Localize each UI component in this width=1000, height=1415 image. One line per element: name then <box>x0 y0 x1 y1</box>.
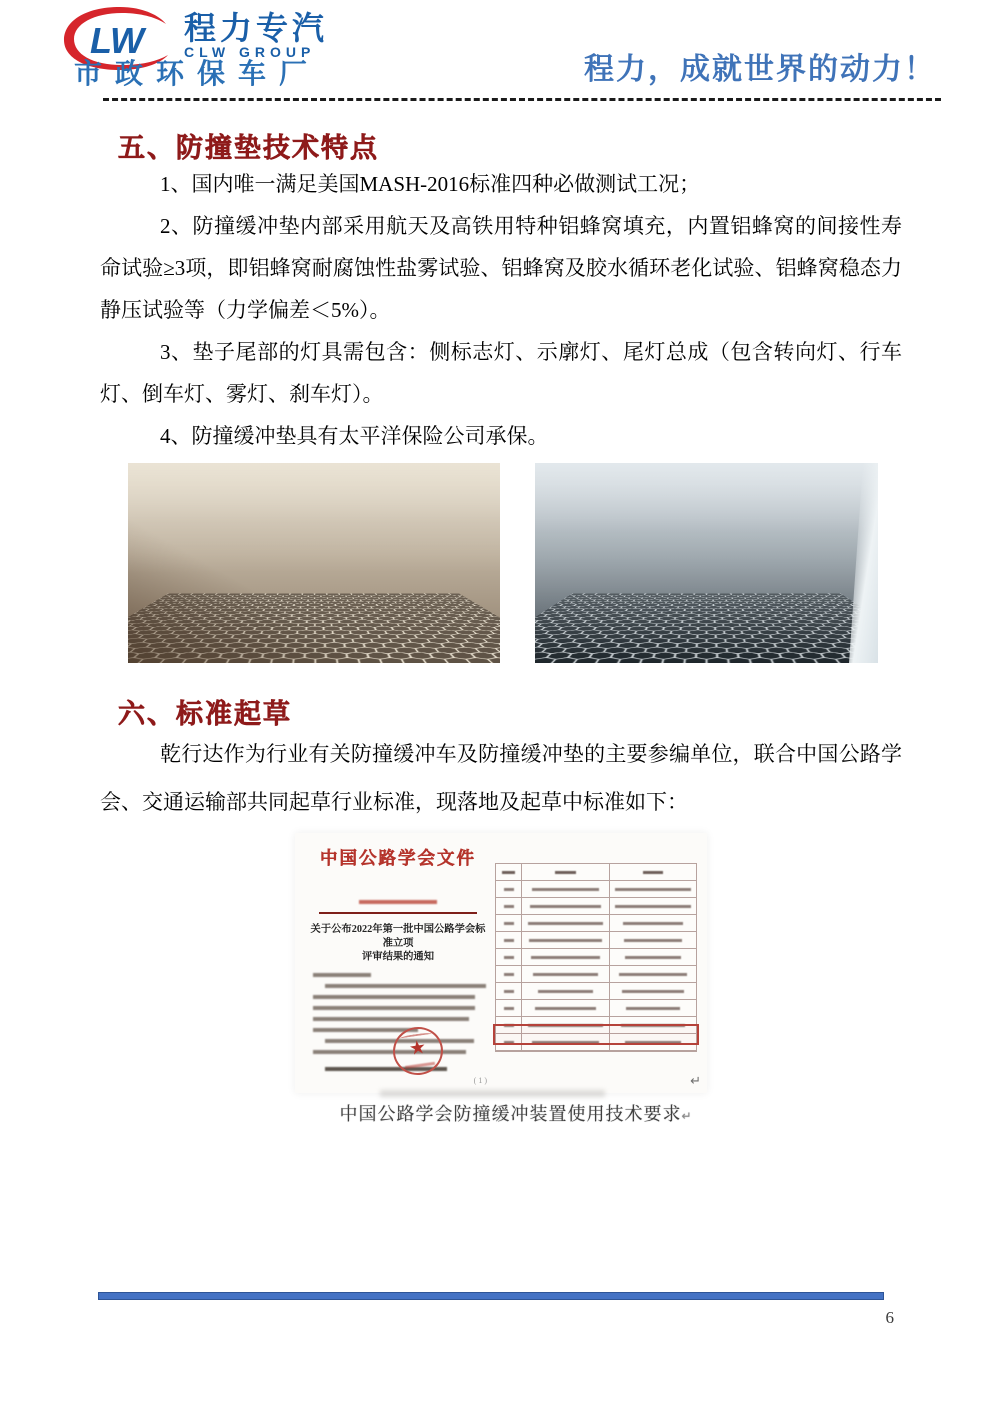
table-row <box>496 1000 696 1017</box>
caption-return-mark: ↵ <box>681 1109 693 1123</box>
highlighted-row-box <box>493 1024 699 1045</box>
company-slogan: 程力，成就世界的动力！ <box>584 53 936 86</box>
section-five-title: 五、防撞垫技术特点 <box>118 133 379 163</box>
table-row <box>496 915 696 932</box>
page-number: 6 <box>885 1308 894 1327</box>
brand-name-cn: 程力专汽 <box>184 10 329 46</box>
table-row <box>496 881 696 898</box>
standards-table <box>495 863 697 1052</box>
section-six-paragraph: 乾行达作为行业有关防撞缓冲车及防撞缓冲垫的主要参编单位，联合中国公路学会、交通运输部共同起草行业标准，现落地及起草中标准如下： <box>100 742 902 814</box>
table-row <box>496 983 696 1000</box>
table-row <box>496 932 696 949</box>
table-header-row <box>496 864 696 881</box>
certificate-figure <box>295 833 707 1093</box>
factory-name: 市政环保车厂 <box>74 58 321 89</box>
header-divider <box>103 98 941 101</box>
seal-star-icon: ★ <box>407 1036 428 1061</box>
photo-shadow-overlay <box>128 463 500 663</box>
logo-mark-text: LW <box>90 20 144 61</box>
table-row <box>496 898 696 915</box>
table-row <box>496 966 696 983</box>
official-document: 中国公路学会文件 关于公布2022年第一批中国公路学会标准立项 评审结果的通知 ★ ( 1 ) <box>307 837 489 1087</box>
section-five-paragraphs <box>100 163 902 457</box>
document-number-blur <box>359 900 437 904</box>
feature-item: 3、垫子尾部的灯具需包含：侧标志灯、示廓灯、尾灯总成（包含转向灯、行车灯、倒车灯、雾灯、刹车灯）。 <box>100 340 902 406</box>
return-mark: ↵ <box>690 1073 701 1088</box>
figure-caption: 中国公路学会防撞缓冲装置使用技术要求↵ <box>339 1104 693 1124</box>
honeycomb-photo-warm <box>128 463 500 663</box>
feature-item: 4、防撞缓冲垫具有太平洋保险公司承保。 <box>160 424 549 448</box>
faded-text-artifact <box>380 1090 605 1097</box>
document-red-rule <box>319 912 477 914</box>
table-row <box>496 949 696 966</box>
honeycomb-photo-cool <box>535 463 878 663</box>
document-red-header: 中国公路学会文件 <box>320 848 476 868</box>
footer-bar <box>98 1292 884 1300</box>
feature-item: 2、防撞缓冲垫内部采用航天及高铁用特种铝蜂窝填充，内置铝蜂窝的间接性寿命试验≥3项，即铝蜂窝耐腐蚀性盐雾试验、铝蜂窝及胶水循环老化试验、铝蜂窝稳态力静压试验等（力学偏差＜5%）。 <box>100 214 902 322</box>
notice-title: 关于公布2022年第一批中国公路学会标准立项 评审结果的通知 <box>310 924 486 963</box>
section-six-title: 六、标准起草 <box>118 699 292 729</box>
feature-item: 1、国内唯一满足美国MASH-2016标准四种必做测试工况； <box>160 172 701 196</box>
brand-name-en: CLW GROUP <box>184 44 316 60</box>
brand-block <box>184 12 328 59</box>
